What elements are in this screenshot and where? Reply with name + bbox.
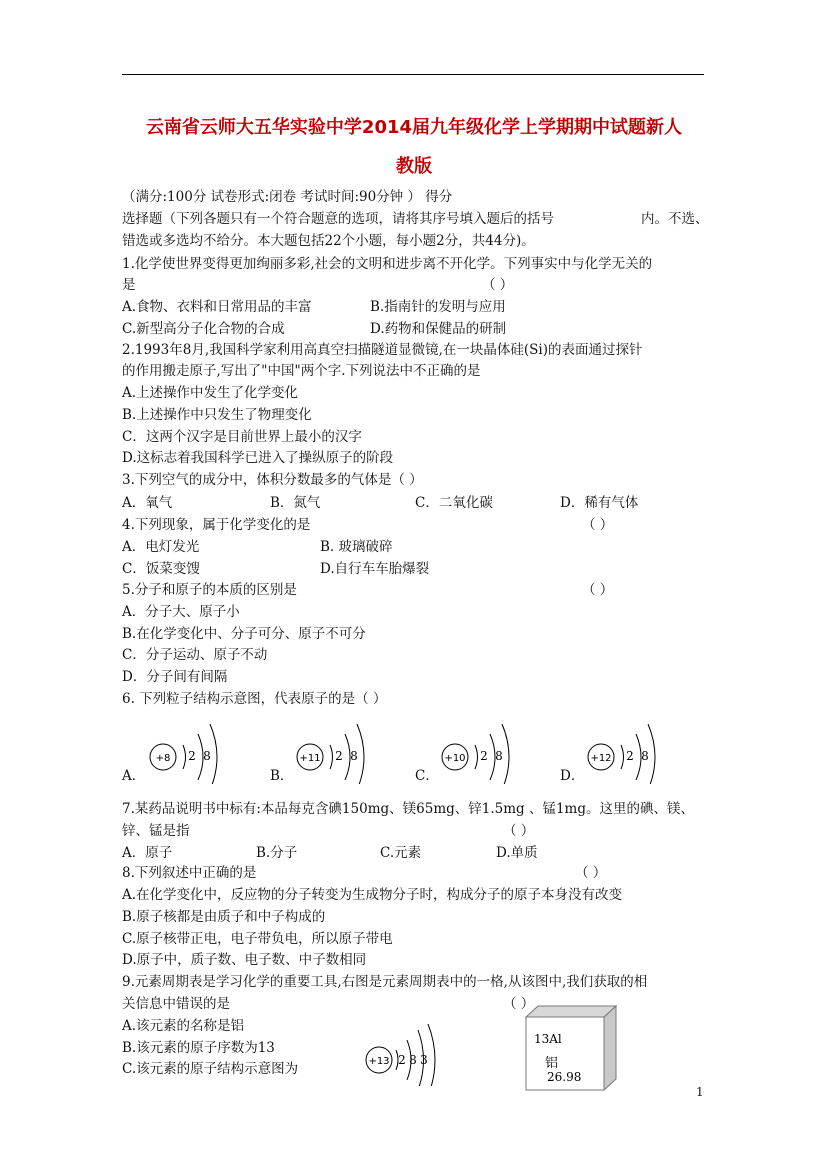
q5-option-d: D．分子间有间隔 xyxy=(122,669,228,685)
q9-shell2: 8 xyxy=(409,1053,417,1067)
q3-stem: 3.下列空气的成分中，体积分数最多的气体是（ ） xyxy=(122,472,423,488)
q9-option-a: A.该元素的名称是铝 xyxy=(122,1018,245,1034)
shell-arc xyxy=(357,724,364,784)
page-title-line1: 云南省云师大五华实验中学2014届九年级化学上学期期中试题新人 xyxy=(145,117,683,138)
exam-info: （满分:100分 试卷形式:闭卷 考试时间:90分钟 ） 得分 xyxy=(122,189,453,205)
q8-option-a: A.在化学变化中，反应物的分子转变为生成物分子时，构成分子的原子本身没有改变 xyxy=(122,887,623,903)
q4-stem: 4.下列现象，属于化学变化的是 xyxy=(122,517,311,533)
periodic-table-cell xyxy=(525,1005,617,1091)
q6-a-nucleus: +8 xyxy=(155,753,171,764)
section-instruction-1b: 内。不选、 xyxy=(641,211,709,227)
q4-answer-bracket: （ ） xyxy=(582,517,614,533)
q1-option-c: C.新型高分子化合物的合成 xyxy=(122,321,285,337)
q7-option-b: B.分子 xyxy=(256,845,298,861)
shell-arc xyxy=(428,1024,435,1086)
q9-shell3: 3 xyxy=(420,1053,428,1067)
cell-side-face xyxy=(604,1006,616,1090)
q6-d-nucleus: +12 xyxy=(590,753,612,764)
q5-option-a: A．分子大、原子小 xyxy=(122,604,240,620)
q3-option-c: C．二氧化碳 xyxy=(415,495,493,511)
page-number: 1 xyxy=(696,1085,704,1099)
q6-b-nucleus: +11 xyxy=(299,753,321,764)
q1-stem-1: 1.化学使世界变得更加绚丽多彩,社会的文明和进步离不开化学。下列事实中与化学无关的 xyxy=(122,256,653,272)
cell-number-symbol: 13Al xyxy=(534,1032,562,1046)
q6-b-shell1: 2 xyxy=(335,749,343,763)
q2-stem-1: 2.1993年8月,我国科学家利用高真空扫描隧道显微镜,在一块晶体硅(Si)的表面通过探针 xyxy=(122,342,643,358)
cell-atomic-mass: 26.98 xyxy=(547,1070,582,1084)
q7-stem-2: 锌、锰是指 xyxy=(122,823,190,839)
q6-c-shell1: 2 xyxy=(480,749,488,763)
q2-option-a: A.上述操作中发生了化学变化 xyxy=(122,385,299,401)
q3-option-a: A．氧气 xyxy=(122,495,173,511)
q6-a-shell2: 8 xyxy=(203,749,211,763)
section-instruction-1a: 选择题（下列各题只有一个符合题意的选项，请将其序号填入题后的括号 xyxy=(122,211,554,227)
q7-option-d: D.单质 xyxy=(496,845,538,861)
q4-option-b: B. 玻璃破碎 xyxy=(320,539,393,555)
q6-stem: 6. 下列粒子结构示意图，代表原子的是（ ） xyxy=(122,691,387,707)
shell-arc xyxy=(210,724,217,784)
q6-d-shell1: 2 xyxy=(626,749,634,763)
q5-option-b: B.在化学变化中、分子可分、原子不可分 xyxy=(122,626,366,642)
q2-option-d: D.这标志着我国科学已进入了操纵原子的阶段 xyxy=(122,450,394,466)
section-instruction-2: 错选或多选均不给分。本大题包括22个小题，每小题2分，共44分)。 xyxy=(122,233,535,249)
q7-stem-1: 7.某药品说明书中标有:本品每克含碘150mg、镁65mg、锌1.5mg 、锰1mg。这里的碘、镁、 xyxy=(122,801,694,817)
q9-stem-1: 9.元素周期表是学习化学的重要工具,右图是元素周期表中的一格,从该图中,我们获取的相 xyxy=(122,974,648,990)
q6-option-c-atom-diagram xyxy=(438,720,518,784)
q1-option-b: B.指南针的发明与应用 xyxy=(370,299,506,315)
q9-shell1: 2 xyxy=(398,1053,406,1067)
q2-option-b: B.上述操作中只发生了物理变化 xyxy=(122,407,312,423)
q6-d-shell2: 8 xyxy=(641,749,649,763)
q8-option-c: C.原子核带正电，电子带负电，所以原子带电 xyxy=(122,931,393,947)
shell-arc xyxy=(648,724,655,784)
q5-stem: 5.分子和原子的本质的区别是 xyxy=(122,582,297,598)
q1-option-a: A.食物、衣料和日常用品的丰富 xyxy=(122,299,312,315)
q1-answer-bracket: （ ） xyxy=(482,277,514,293)
q8-answer-bracket: （ ） xyxy=(575,865,607,881)
shell-arc xyxy=(330,745,333,769)
q6-b-shell2: 8 xyxy=(350,749,358,763)
q6-option-c-label: C． xyxy=(415,768,439,784)
q6-c-nucleus: +10 xyxy=(444,753,466,764)
cell-top-face xyxy=(526,1006,616,1017)
q2-stem-2: 的作用搬走原子,写出了"中国"两个字.下列说法中不正确的是 xyxy=(122,363,481,379)
q9-nucleus: +13 xyxy=(368,1056,390,1067)
q2-option-c: C．这两个汉字是目前世界上最小的汉字 xyxy=(122,429,362,445)
q6-option-b-label: B． xyxy=(270,768,294,784)
q7-answer-bracket: （ ） xyxy=(503,823,535,839)
q1-option-d: D.药物和保健品的研制 xyxy=(370,321,507,337)
q5-option-c: C．分子运动、原子不动 xyxy=(122,647,268,663)
q6-a-shell1: 2 xyxy=(188,749,196,763)
q5-answer-bracket: （ ） xyxy=(582,582,614,598)
shell-arc xyxy=(502,724,509,784)
q8-stem: 8.下列叙述中正确的是 xyxy=(122,865,257,881)
q1-stem-2: 是 xyxy=(122,277,136,293)
q9-option-b: B.该元素的原子序数为13 xyxy=(122,1040,275,1056)
shell-arc xyxy=(475,745,478,769)
q6-option-a-label: A． xyxy=(122,768,146,784)
q4-option-a: A．电灯发光 xyxy=(122,539,200,555)
q6-c-shell2: 8 xyxy=(495,749,503,763)
q9-option-c: C.该元素的原子结构示意图为 xyxy=(122,1061,299,1077)
q9-stem-2: 关信息中错误的是 xyxy=(122,996,230,1012)
q3-option-b: B．氮气 xyxy=(270,495,321,511)
q6-option-d-label: D． xyxy=(560,768,585,784)
q3-option-d: D．稀有气体 xyxy=(560,495,639,511)
cell-element-name: 铝 xyxy=(545,1056,559,1071)
q6-option-b-atom-diagram xyxy=(293,720,373,784)
shell-arc xyxy=(621,745,624,769)
q8-option-b: B.原子核都是由质子和中子构成的 xyxy=(122,909,326,925)
page-title-line2: 教版 xyxy=(396,156,432,177)
q9-aluminum-atom-diagram xyxy=(362,1024,442,1086)
header-rule xyxy=(122,74,704,75)
q7-option-a: A．原子 xyxy=(122,845,173,861)
q4-option-d: D.自行车车胎爆裂 xyxy=(320,561,430,577)
q8-option-d: D.原子中，质子数、电子数、中子数相同 xyxy=(122,952,367,968)
q9-answer-bracket: （ ） xyxy=(503,996,535,1012)
shell-arc xyxy=(183,745,186,769)
q4-option-c: C．饭菜变馊 xyxy=(122,561,200,577)
q6-option-a-atom-diagram xyxy=(146,720,226,784)
q7-option-c: C.元素 xyxy=(380,845,422,861)
q6-option-d-atom-diagram xyxy=(584,720,664,784)
